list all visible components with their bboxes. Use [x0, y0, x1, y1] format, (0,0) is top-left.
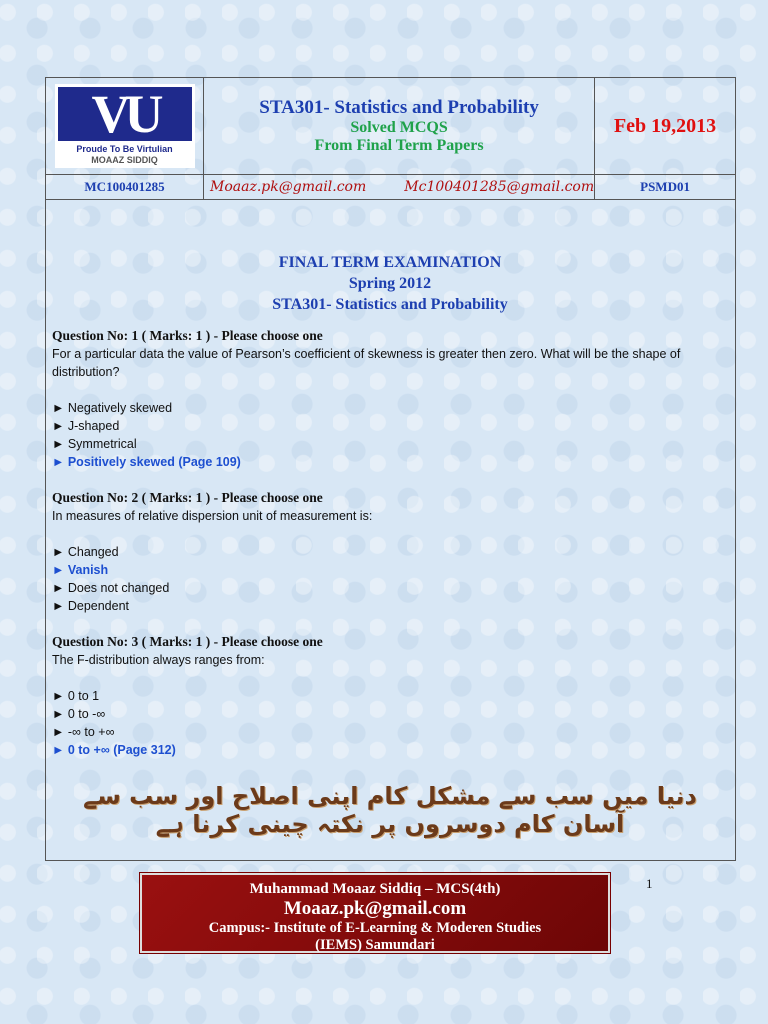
option: ► Symmetrical — [52, 437, 137, 451]
option: ► Negatively skewed — [52, 401, 173, 415]
question-heading: Question No: 2 ( Marks: 1 ) - Please choose one — [52, 490, 323, 505]
doc-title: STA301- Statistics and Probability — [259, 97, 539, 118]
logo-cell — [46, 78, 204, 175]
correct-option: ► Positively skewed (Page 109) — [52, 455, 241, 469]
question-block — [52, 633, 728, 777]
question-block — [52, 489, 728, 633]
option: ► -∞ to +∞ — [52, 725, 115, 739]
logo-name: MOAAZ SIDDIQ — [91, 155, 158, 165]
student-id: MC100401285 — [84, 179, 165, 194]
correct-option: ► 0 to +∞ (Page 312) — [52, 743, 176, 757]
question-heading: Question No: 1 ( Marks: 1 ) - Please choose one — [52, 328, 323, 343]
doc-subtitle: Solved MCQS — [350, 119, 448, 136]
footer-campus-2: (IEMS) Samundari — [315, 936, 435, 953]
exam-subject: STA301- Statistics and Probability — [272, 296, 508, 313]
title-cell — [204, 78, 595, 175]
logo-tagline: Proude To Be Virtulian — [76, 144, 173, 154]
correct-option: ► Vanish — [52, 563, 109, 577]
option: ► 0 to 1 — [52, 689, 100, 703]
option: ► Does not changed — [52, 581, 170, 595]
exam-title: FINAL TERM EXAMINATION — [278, 254, 502, 271]
header-table — [45, 77, 736, 200]
code: PSMD01 — [640, 179, 690, 194]
vu-logo — [55, 84, 195, 168]
question-text: For a particular data the value of Pearson’s coefficient of skewness is greater then zero. What will be the shape of distribution? — [52, 347, 681, 379]
logo-mark: VU — [58, 87, 192, 141]
question-heading: Question No: 3 ( Marks: 1 ) - Please choose one — [52, 634, 323, 649]
footer-campus: Campus:- Institute of E-Learning & Moderen Studies — [208, 920, 542, 937]
question-text: In measures of relative dispersion unit of measurement is: — [52, 509, 373, 523]
option: ► J-shaped — [52, 419, 120, 433]
option: ► Changed — [52, 545, 119, 559]
footer-name: Muhammad Moaaz Siddiq – MCS(4th) — [249, 881, 501, 897]
date-cell — [595, 78, 736, 175]
option: ► 0 to -∞ — [52, 707, 106, 721]
question-text: The F-distribution always ranges from: — [52, 653, 265, 667]
email-link-2[interactable]: Mc100401285@gmail.com — [404, 179, 595, 195]
doc-date: Feb 19,2013 — [613, 114, 717, 137]
footer-email: Moaaz.pk@gmail.com — [283, 898, 467, 920]
question-block — [52, 327, 728, 489]
footer-banner — [140, 873, 610, 953]
option: ► Dependent — [52, 599, 130, 613]
email-link-1[interactable]: Moaaz.pk@gmail.com — [210, 179, 367, 195]
doc-subtitle-2: From Final Term Papers — [314, 137, 484, 154]
exam-heading — [52, 252, 728, 315]
urdu-quote: دنیا میں سب سے مشکل کام اپنی اصلاح اور سب سے آسان کام دوسروں پر نکتہ چینی کرنا ہے — [83, 782, 697, 838]
page-number: 1 — [646, 876, 653, 891]
content — [52, 252, 728, 777]
exam-term: Spring 2012 — [348, 275, 432, 292]
